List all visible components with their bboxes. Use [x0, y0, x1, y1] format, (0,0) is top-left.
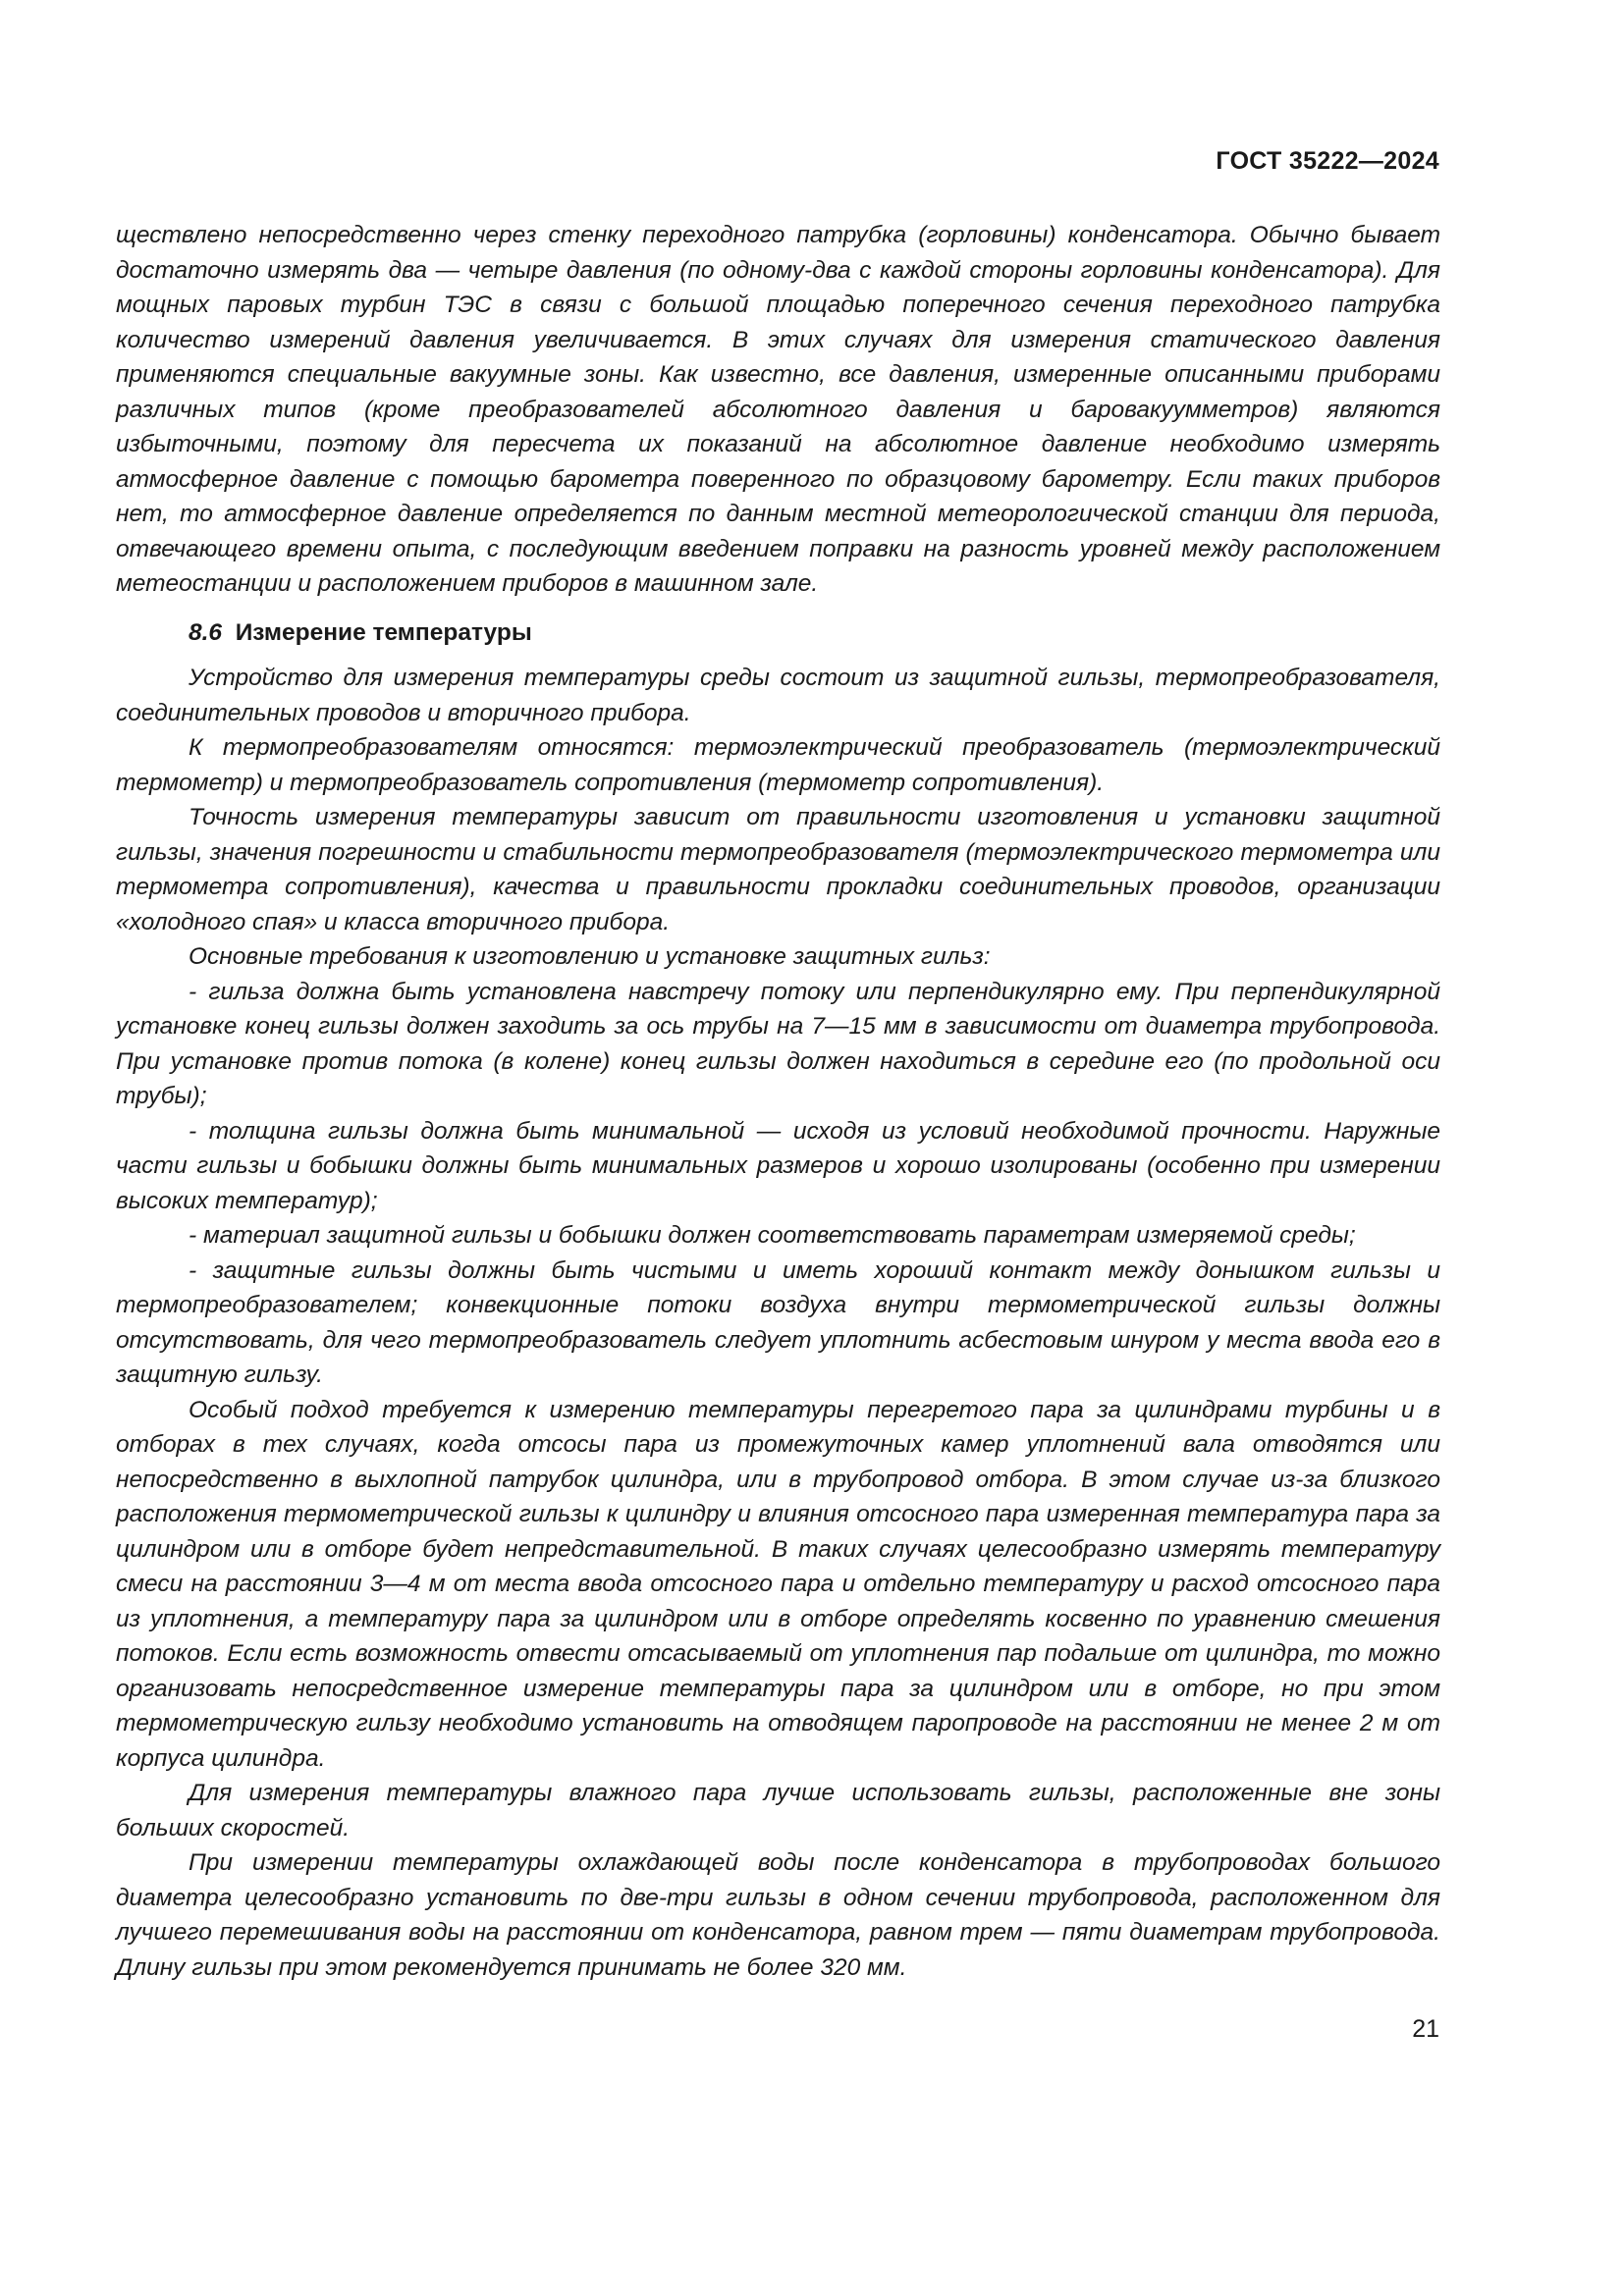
list-item: - гильза должна быть установлена навстречу потоку или перпендикулярно ему. При перпендикулярной установке конец гильзы должен заходить за ось трубы на 7—15 мм в зависимости от диаметра трубопровода. При установке против потока (в колене) конец гильзы должен находиться в середине его (по продольной оси трубы);	[116, 978, 1440, 1109]
page-number: 21	[1412, 2015, 1439, 2043]
list-item: - материал защитной гильзы и бобышки должен соответствовать параметрам измеряемой среды;	[189, 1222, 1356, 1249]
paragraph: Точность измерения температуры зависит от правильности изготовления и установки защитной гильзы, значения погрешности и стабильности термопреобразователя (термоэлектрического термометра или термометра сопротивления), качества и правильности прокладки соединительных проводов, организации «холодного спая» и класса вторичного прибора.	[116, 804, 1440, 935]
section-number: 8.6	[189, 618, 223, 646]
section-heading	[116, 615, 1440, 651]
section-title: Измерение температуры	[235, 618, 532, 646]
paragraph: При измерении температуры охлаждающей воды после конденсатора в трубопроводах большого диаметра целесообразно установить по две-три гильзы в одном сечении трубопровода, расположенном для лучшего перемешивания воды на расстоянии от конденсатора, равном трем — пяти диаметрам трубопровода. Длину гильзы при этом рекомендуется принимать не более 320 мм.	[116, 1849, 1440, 1981]
paragraph: Устройство для измерения температуры среды состоит из защитной гильзы, термопреобразователя, соединительных проводов и вторичного прибора.	[116, 665, 1440, 726]
paragraph-continuation: ществлено непосредственно через стенку переходного патрубка (горловины) конденсатора. Обычно бывает достаточно измерять два — четыре давления (по одному-два с каждой стороны горловины конденсатора). Для мощных паровых турбин ТЭС в связи с большой площадью поперечного сечения переходного патрубка количество измерений давления увеличивается. В этих случаях для измерения статического давления применяются специальные вакуумные зоны. Как известно, все давления, измеренные описанными приборами различных типов (кроме преобразователей абсолютного давления и баровакуумметров) являются избыточными, поэтому для пересчета их показаний на абсолютное давление необходимо измерять атмосферное давление с помощью барометра поверенного по образцовому барометру. Если таких приборов нет, то атмосферное давление определяется по данным местной метеорологической станции для периода, отвечающего времени опыта, с последующим введением поправки на разность уровней между расположением метеостанции и расположением приборов в машинном зале.	[116, 222, 1440, 597]
paragraph: Особый подход требуется к измерению температуры перегретого пара за цилиндрами турбины и в отборах в тех случаях, когда отсосы пара из промежуточных камер уплотнений вала отводятся или непосредственно в выхлопной патрубок цилиндра, или в трубопровод отбора. В этом случае из-за близкого расположения термометрической гильзы к цилиндру и влияния отсосного пара измеренная температура пара за цилиндром или в отборе будет непредставительной. В таких случаях целесообразно измерять температуру смеси на расстоянии 3—4 м от места ввода отсосного пара и отдельно температуру и расход отсосного пара из уплотнения, а температуру пара за цилиндром или в отборе определять косвенно по уравнению смешения потоков. Если есть возможность отвести отсасываемый от уплотнения пар подальше от цилиндра, то можно организовать непосредственное измерение температуры пара за цилиндром или в отборе, но при этом термометрическую гильзу необходимо установить на отводящем паропроводе на расстоянии не менее 2 м от корпуса цилиндра.	[116, 1396, 1440, 1772]
document-body	[116, 218, 1440, 1985]
list-item: - толщина гильзы должна быть минимальной — исходя из условий необходимой прочности. Наружные части гильзы и бобышки должны быть минимальных размеров и хорошо изолированы (особенно при измерении высоких температур);	[116, 1117, 1440, 1214]
list-item: - защитные гильзы должны быть чистыми и иметь хороший контакт между донышком гильзы и термопреобразователем; конвекционные потоки воздуха внутри термометрической гильзы должны отсутствовать, для чего термопреобразователь следует уплотнить асбестовым шнуром у места ввода его в защитную гильзу.	[116, 1256, 1440, 1388]
paragraph: К термопреобразователям относятся: термоэлектрический преобразователь (термоэлектрический термометр) и термопреобразователь сопротивления (термометр сопротивления).	[116, 734, 1440, 796]
paragraph: Для измерения температуры влажного пара лучше использовать гильзы, расположенные вне зоны больших скоростей.	[116, 1780, 1440, 1842]
document-code-header: ГОСТ 35222—2024	[1216, 147, 1439, 175]
paragraph: Основные требования к изготовлению и установке защитных гильз:	[189, 943, 991, 970]
